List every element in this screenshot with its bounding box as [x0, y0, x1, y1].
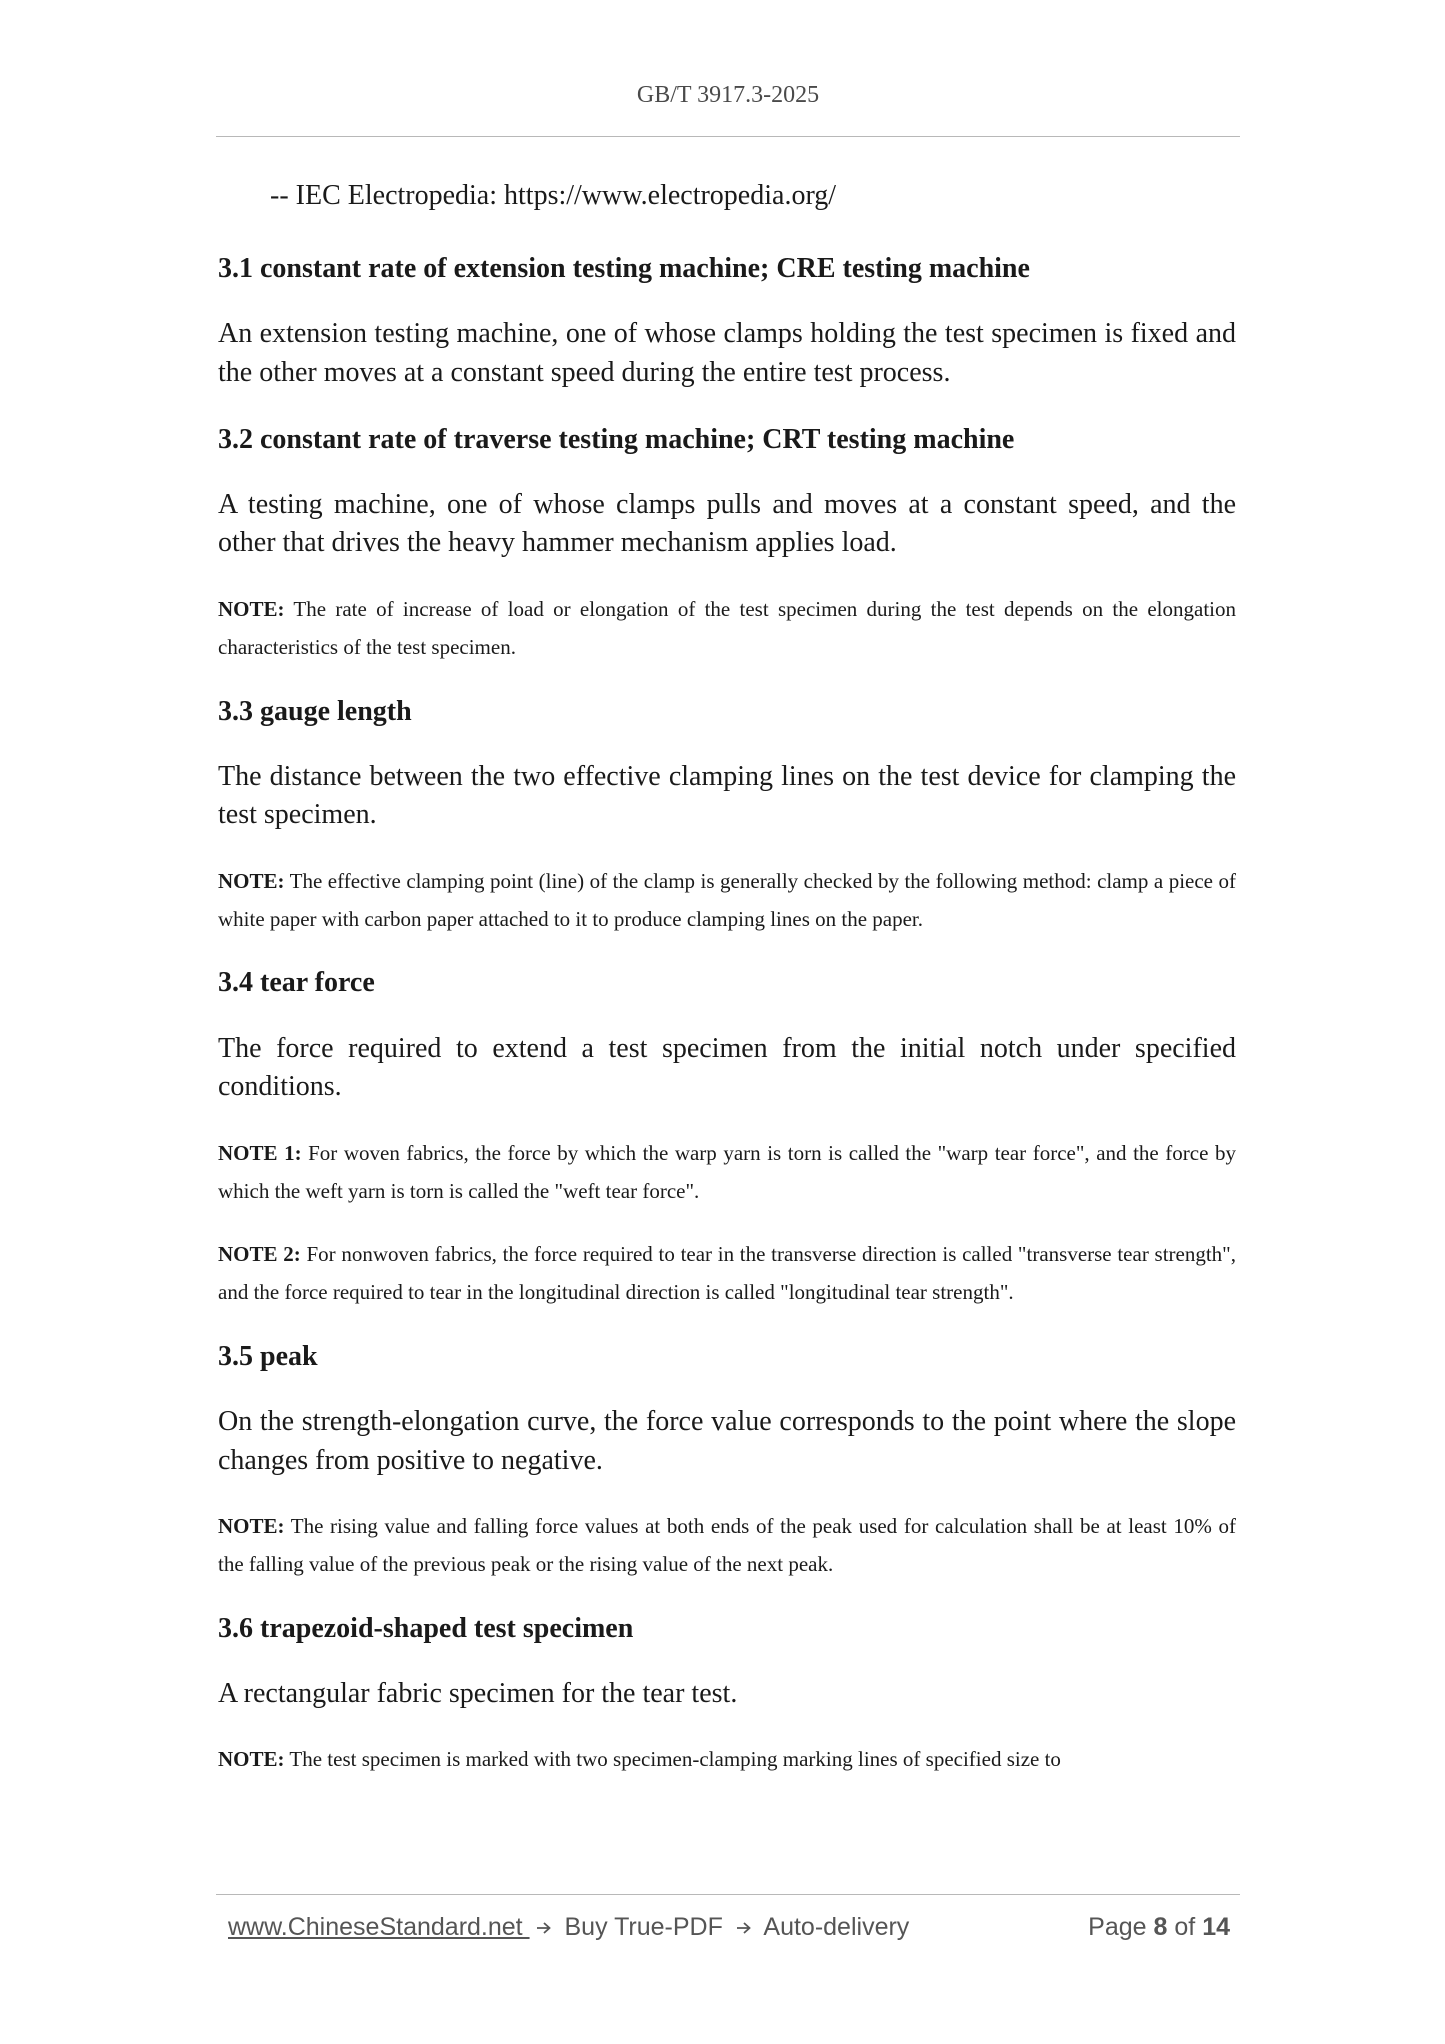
section-3-6	[218, 1609, 1236, 1779]
document-id: GB/T 3917.3-2025	[636, 82, 820, 108]
of-label: of	[1174, 1913, 1196, 1941]
page-number: 8	[1153, 1913, 1168, 1941]
section-3-1	[218, 249, 1236, 392]
term-definition: On the strength-elongation curve, the force value corresponds to the point where the slope changes from positive to negative.	[218, 1405, 1236, 1476]
note-text: For woven fabrics, the force by which the warp yarn is torn is called the "warp tear force", and the force by which the weft yarn is torn is called the "weft tear force".	[218, 1140, 1236, 1204]
page-indicator	[1088, 1913, 1230, 1942]
section-3-5	[218, 1337, 1236, 1584]
note-text: The effective clamping point (line) of the clamp is generally checked by the following method: clamp a piece of white paper with carbon paper attached to it to produce clamping lines on the paper.	[218, 868, 1236, 932]
arrow-right-icon	[536, 1921, 552, 1935]
note-text: The test specimen is marked with two specimen-clamping marking lines of specified size to	[284, 1747, 1061, 1772]
auto-delivery-text: Auto-delivery	[757, 1913, 910, 1941]
note-text: The rate of increase of load or elongation of the test specimen during the test depends on the elongation characteristics of the test specimen.	[218, 597, 1236, 660]
note-text: For nonwoven fabrics, the force required to tear in the transverse direction is called "transverse tear strength", and the force required to tear in the longitudinal direction is called "longitudinal tear strength".	[218, 1242, 1236, 1305]
reference-line: -- IEC Electropedia: https://www.electropedia.org/	[270, 180, 837, 211]
note-1	[218, 1134, 1236, 1210]
note	[218, 590, 1236, 666]
term-heading: 3.4 tear force	[218, 967, 375, 999]
note-text: The rising value and falling force values at both ends of the peak used for calculation shall be at least 10% of the falling value of the previous peak or the rising value of the next peak.	[218, 1514, 1236, 1577]
site-link[interactable]: www.ChineseStandard.net	[228, 1913, 530, 1941]
page-footer	[228, 1913, 1230, 1947]
buy-true-pdf-link[interactable]: Buy True-PDF	[557, 1913, 730, 1941]
arrow-right-icon	[736, 1921, 752, 1935]
note-label: NOTE 1:	[218, 1140, 302, 1165]
term-definition: A rectangular fabric specimen for the tear test.	[218, 1677, 738, 1709]
header-divider	[216, 136, 1240, 137]
document-header	[216, 82, 1240, 109]
document-body	[218, 176, 1236, 1779]
term-heading: 3.6 trapezoid-shaped test specimen	[218, 1612, 634, 1644]
section-3-4	[218, 963, 1236, 1311]
term-heading: 3.3 gauge length	[218, 695, 412, 727]
footer-divider	[216, 1894, 1240, 1895]
page-total: 14	[1202, 1913, 1230, 1941]
section-3-2	[218, 420, 1236, 667]
note-label: NOTE:	[218, 1514, 285, 1539]
note-2	[218, 1235, 1236, 1311]
note	[218, 1740, 1236, 1778]
term-definition: The distance between the two effective clamping lines on the test device for clamping the test specimen.	[218, 760, 1236, 831]
term-heading: 3.1 constant rate of extension testing machine; CRE testing machine	[218, 253, 1030, 285]
term-heading: 3.5 peak	[218, 1340, 318, 1372]
term-heading: 3.2 constant rate of traverse testing machine; CRT testing machine	[218, 423, 1015, 455]
note	[218, 1507, 1236, 1583]
footer-links	[228, 1913, 909, 1942]
term-definition: The force required to extend a test specimen from the initial notch under specified conditions.	[218, 1032, 1236, 1103]
term-definition: An extension testing machine, one of whose clamps holding the test specimen is fixed and the other moves at a constant speed during the entire test process.	[218, 318, 1236, 388]
section-3-3	[218, 692, 1236, 939]
note-label: NOTE 2:	[218, 1242, 301, 1267]
note-label: NOTE:	[218, 1747, 285, 1772]
term-definition: A testing machine, one of whose clamps pulls and moves at a constant speed, and the other that drives the heavy hammer mechanism applies load.	[218, 488, 1236, 559]
page-label: Page	[1088, 1913, 1147, 1941]
note	[218, 862, 1236, 938]
note-label: NOTE:	[218, 868, 285, 893]
note-label: NOTE:	[218, 597, 285, 622]
